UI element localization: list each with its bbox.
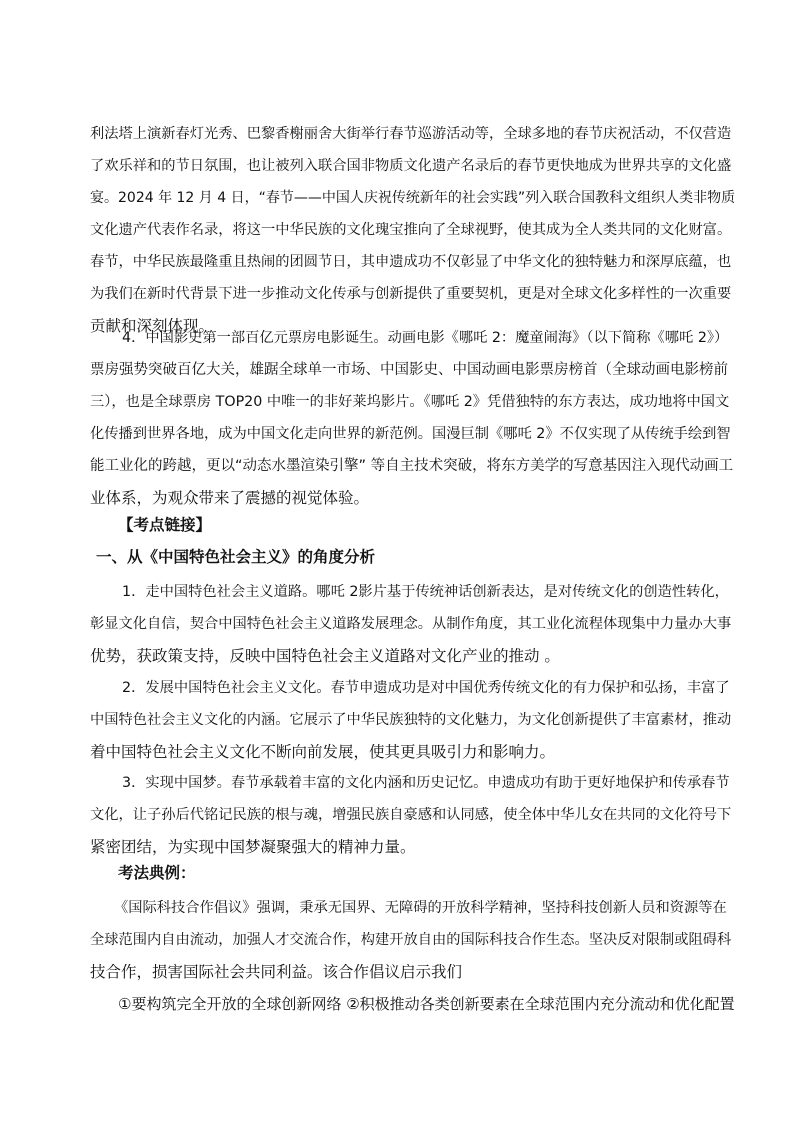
text-line: 业体系，为观众带来了震撼的视觉体验。 <box>90 489 370 507</box>
text-line: 中国特色社会主义文化的内涵。它展示了中华民族独特的文化魅力，为文化创新提供了丰富素材，推动 <box>90 712 732 728</box>
text-line: 《国际科技合作倡议》强调，秉承无国界、无障碍的开放科学精神，坚持科技创新人员和资源等在 <box>114 900 727 916</box>
item-2 <box>90 672 736 768</box>
answer-options <box>118 988 738 1020</box>
text-line: 彰显文化自信，契合中国特色社会主义道路发展理念。从制作角度，其工业化流程体现集中力量办大事 <box>90 616 732 632</box>
text-line: 化传播到世界各地，成为中国文化走向世界的新范例。国漫巨制《哪吒 2》不仅实现了从传统手绘到智 <box>90 426 731 442</box>
text-line: 文化遗产代表作名录，将这一中华民族的文化瑰宝推向了全球视野，使其成为全人类共同的文化财富。 <box>90 222 732 238</box>
text-line: 宴。2024 年 12 月 4 日，“春节——中国人庆祝传统新年的社会实践”列入联合国教科文组织人类非物质 <box>90 190 736 206</box>
example-stem <box>90 892 736 988</box>
section-heading: 一、从《中国特色社会主义》的角度分析 <box>96 548 376 566</box>
text-line: 三），也是全球票房 TOP20 中唯一的非好莱坞影片。《哪吒 2》凭借独特的东方表达，成功地将中国文 <box>90 394 730 410</box>
text-line: 优势，获政策支持，反映中国特色社会主义道路对文化产业的推动 。 <box>90 647 560 665</box>
text-line: 票房强势突破百亿大关，雄踞全球单一市场、中国影史、中国动画电影票房榜首（全球动画电影榜前 <box>90 362 728 378</box>
link-heading: 【考点链接】 <box>118 516 212 534</box>
text-line: 3．实现中国梦。春节承载着丰富的文化内涵和历史记忆。申遗成功有助于更好地保护和传承春节 <box>122 775 730 791</box>
text-line: 着中国特色社会主义文化不断向前发展，使其更具吸引力和影响力。 <box>90 743 556 761</box>
text-line: 文化，让子孙后代铭记民族的根与魂，增强民族自豪感和认同感，使全体中华儿女在共同的文化符号下 <box>90 807 732 823</box>
text-line: 了欢乐祥和的节日氛围，也让被列入联合国非物质文化遗产名录后的春节更快地成为世界共享的文化盛 <box>90 158 732 174</box>
option-line: ①要构筑完全开放的全球创新网络 ②积极推动各类创新要素在全球范围内充分流动和优化配置 <box>118 995 735 1013</box>
paragraph-spring-festival <box>90 118 736 342</box>
example-heading: 考法典例： <box>118 864 196 882</box>
text-line: 紧密团结，为实现中国梦凝聚强大的精神力量。 <box>90 838 416 856</box>
text-line: 技合作，损害国际社会共同利益。该合作倡议启示我们 <box>90 963 463 981</box>
paragraph-nezha <box>90 322 736 514</box>
text-line: 全球范围内自由流动，加强人才交流合作，构建开放自由的国际科技合作生态。坚决反对限制或阻碍科 <box>90 932 732 948</box>
text-line: 春节，中华民族最隆重且热闹的团圆节日，其申遗成功不仅彰显了中华文化的独特魅力和深厚底蕴，也 <box>90 254 732 270</box>
text-line: 1．走中国特色社会主义道路。哪吒 2影片基于传统神话创新表达，是对传统文化的创造性转化， <box>122 584 729 600</box>
text-line: 利法塔上演新春灯光秀、巴黎香榭丽舍大街举行春节巡游活动等，全球多地的春节庆祝活动，不仅营造 <box>90 126 732 142</box>
text-line: 贡献和深刻体现。 <box>90 317 215 335</box>
text-line: 2．发展中国特色社会主义文化。春节申遗成功是对中国优秀传统文化的有力保护和弘扬，丰富了 <box>122 680 730 696</box>
item-3 <box>90 767 736 863</box>
text-line: 能工业化的跨越，更以“动态水墨渲染引擎” 等自主技术突破，将东方美学的写意基因注入现代动画工 <box>90 458 734 474</box>
item-1 <box>90 576 736 672</box>
text-line: 4．中国影史第一部百亿元票房电影诞生。动画电影《哪吒 2：魔童闹海》（以下简称《哪吒 2》） <box>122 330 729 346</box>
text-line: 为我们在新时代背景下进一步推动文化传承与创新提供了重要契机，更是对全球文化多样性的一次重要 <box>90 286 732 302</box>
